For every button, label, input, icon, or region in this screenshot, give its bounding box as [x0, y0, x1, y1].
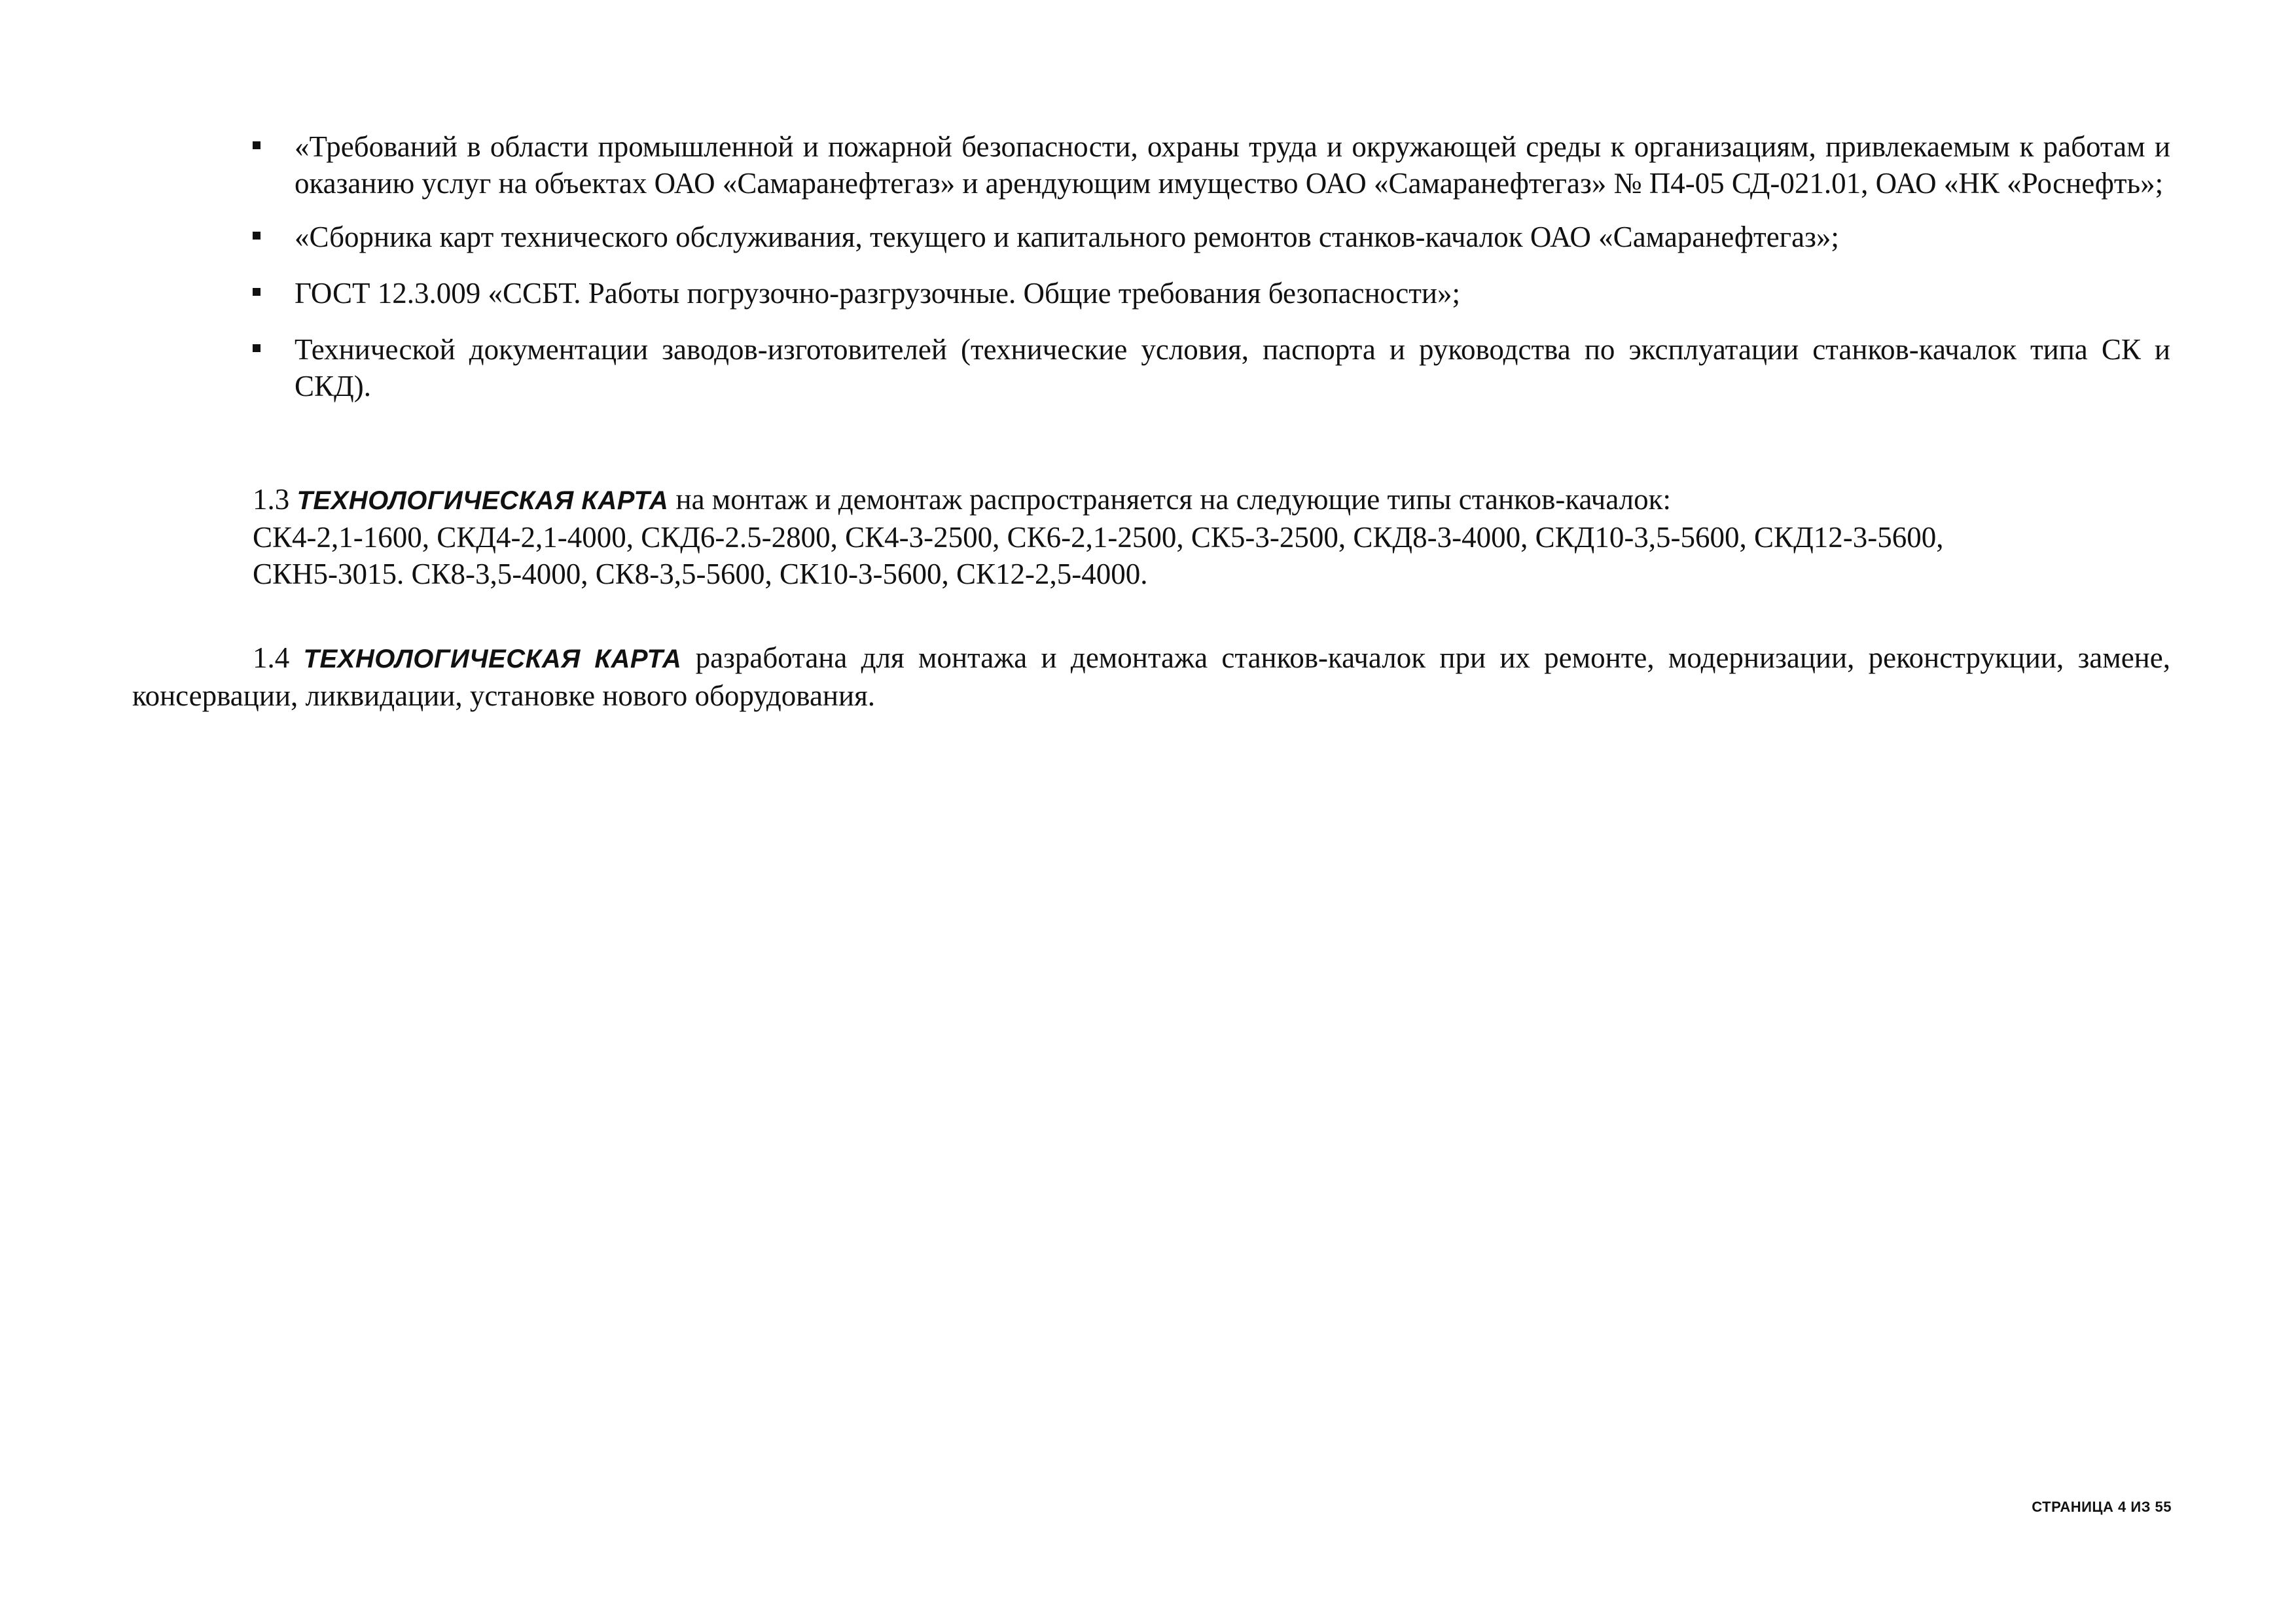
list-item	[253, 128, 2170, 202]
paragraph-1-4	[132, 639, 2170, 714]
list-item-text: ГОСТ 12.3.009 «ССБТ. Работы погрузочно-разгрузочные. Общие требования безопасности»;	[295, 277, 1460, 310]
models-line-1: СК4-2,1-1600, СКД4-2,1-4000, СКД6-2.5-2800, СК4-3-2500, СК6-2,1-2500, СК5-3-2500, СКД8-3-4000, СКД10-3,5-5600, СКД12-3-5600,	[253, 521, 1944, 554]
list-item	[253, 331, 2170, 404]
list-item-text: «Сборника карт технического обслуживания, текущего и капитального ремонтов станков-качалок ОАО «Самаранефтегаз»;	[295, 221, 1839, 253]
list-item	[253, 275, 2170, 312]
section-number: 1.3	[253, 483, 290, 516]
list-item-text: «Требований в области промышленной и пожарной безопасности, охраны труда и окружающей среды к организациям, привлекаемым к работам и оказанию услуг на объектах ОАО «Самаранефтегаз» и арендующим имущество ОАО «Самаранефтегаз» № П4-05 СД-021.01, ОАО «НК «Роснефть»;	[295, 130, 2170, 200]
page-number-footer: СТРАНИЦА 4 ИЗ 55	[2032, 1499, 2172, 1515]
square-bullet-icon	[253, 232, 260, 240]
square-bullet-icon	[253, 141, 260, 149]
paragraph-1-3-text: на монтаж и демонтаж распространяется на следующие типы станков-качалок:	[668, 483, 1672, 516]
section-number: 1.4	[253, 641, 290, 674]
square-bullet-icon	[253, 288, 260, 296]
reference-list	[253, 128, 2170, 424]
paragraph-1-3	[253, 481, 2190, 592]
keyword-tech-card: ТЕХНОЛОГИЧЕСКАЯ КАРТА	[303, 645, 682, 673]
square-bullet-icon	[253, 344, 260, 352]
list-item-text: Технической документации заводов-изготовителей (технические условия, паспорта и руководства по эксплуатации станков-качалок типа СК и СКД).	[295, 333, 2170, 402]
list-item	[253, 219, 2170, 255]
paragraph-1-4-text: разработана для монтажа и демонтажа станков-качалок при их ремонте, модернизации, реконструкции, замене, консервации, ликвидации, установке нового оборудования.	[132, 641, 2170, 712]
models-line-2: СКН5-3015. СК8-3,5-4000, СК8-3,5-5600, СК10-3-5600, СК12-2,5-4000.	[253, 558, 1148, 590]
keyword-tech-card: ТЕХНОЛОГИЧЕСКАЯ КАРТА	[296, 486, 669, 515]
paragraph-1-3-intro	[253, 481, 2190, 519]
